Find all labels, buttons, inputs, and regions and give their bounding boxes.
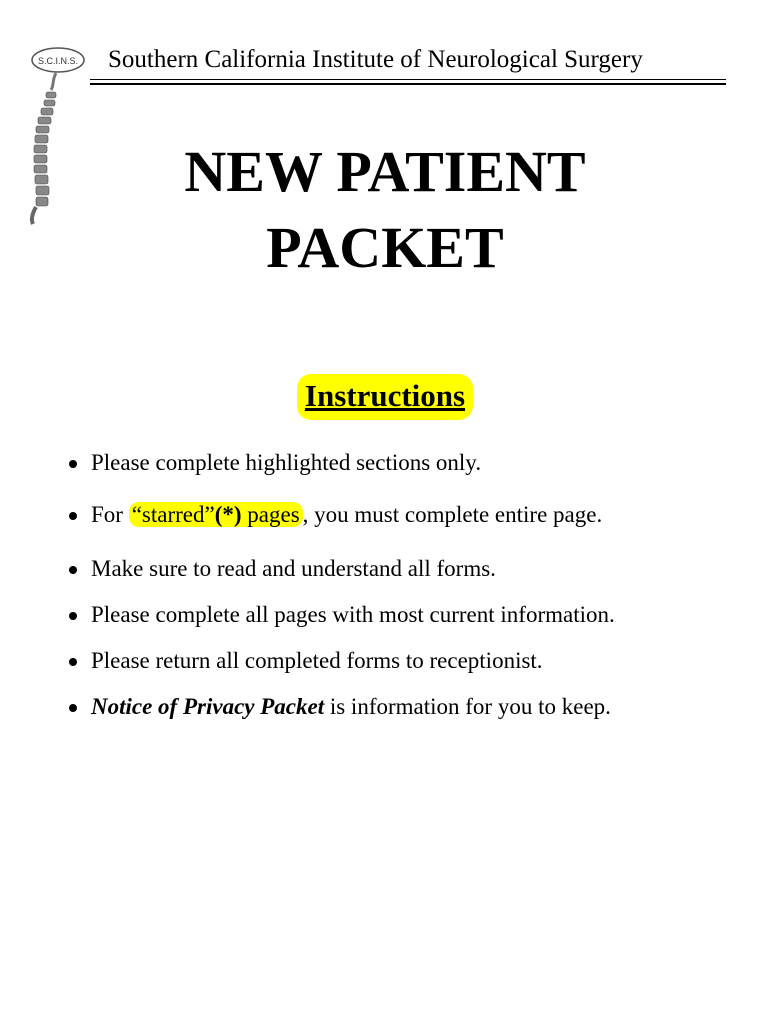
logo-text: S.C.I.N.S. bbox=[37, 56, 79, 66]
bullet-icon bbox=[69, 460, 77, 468]
bullet-icon bbox=[69, 566, 77, 574]
page-title-line-2: PACKET bbox=[266, 215, 504, 280]
list-item-text: Make sure to read and understand all forms. bbox=[91, 556, 496, 581]
bullet-icon bbox=[69, 512, 77, 520]
list-item-text-rest: , you must complete entire page. bbox=[302, 502, 603, 527]
bullet-icon bbox=[69, 612, 77, 620]
instructions-heading bbox=[0, 374, 770, 420]
list-item-text: Please complete all pages with most current information. bbox=[91, 602, 615, 627]
bullet-icon bbox=[69, 658, 77, 666]
privacy-notice-emphasis: Notice of Privacy Packet bbox=[91, 694, 325, 719]
header-divider-thin bbox=[90, 79, 726, 80]
instructions-list bbox=[66, 448, 615, 722]
institute-name: Southern California Institute of Neurological Surgery bbox=[108, 46, 643, 73]
list-item-text-rest: is information for you to keep. bbox=[324, 694, 611, 719]
starred-highlight bbox=[129, 502, 303, 527]
page-title bbox=[0, 134, 770, 286]
list-item bbox=[66, 448, 615, 478]
bullet-icon bbox=[69, 704, 77, 712]
star-symbol: (*) bbox=[214, 502, 242, 527]
pages-text: pages bbox=[241, 502, 300, 527]
list-item-text: Please return all completed forms to receptionist. bbox=[91, 648, 543, 673]
list-item bbox=[66, 646, 615, 676]
list-item bbox=[66, 692, 615, 722]
instructions-heading-text: Instructions bbox=[297, 374, 473, 420]
page-title-line-1: NEW PATIENT bbox=[184, 139, 586, 204]
starred-text: “starred” bbox=[131, 502, 215, 527]
list-item bbox=[66, 554, 615, 584]
list-item bbox=[66, 600, 615, 630]
list-item-text-for: For bbox=[91, 502, 129, 527]
header-divider-thick bbox=[90, 83, 726, 85]
list-item-text: Please complete highlighted sections only. bbox=[91, 450, 482, 475]
list-item bbox=[66, 500, 615, 530]
